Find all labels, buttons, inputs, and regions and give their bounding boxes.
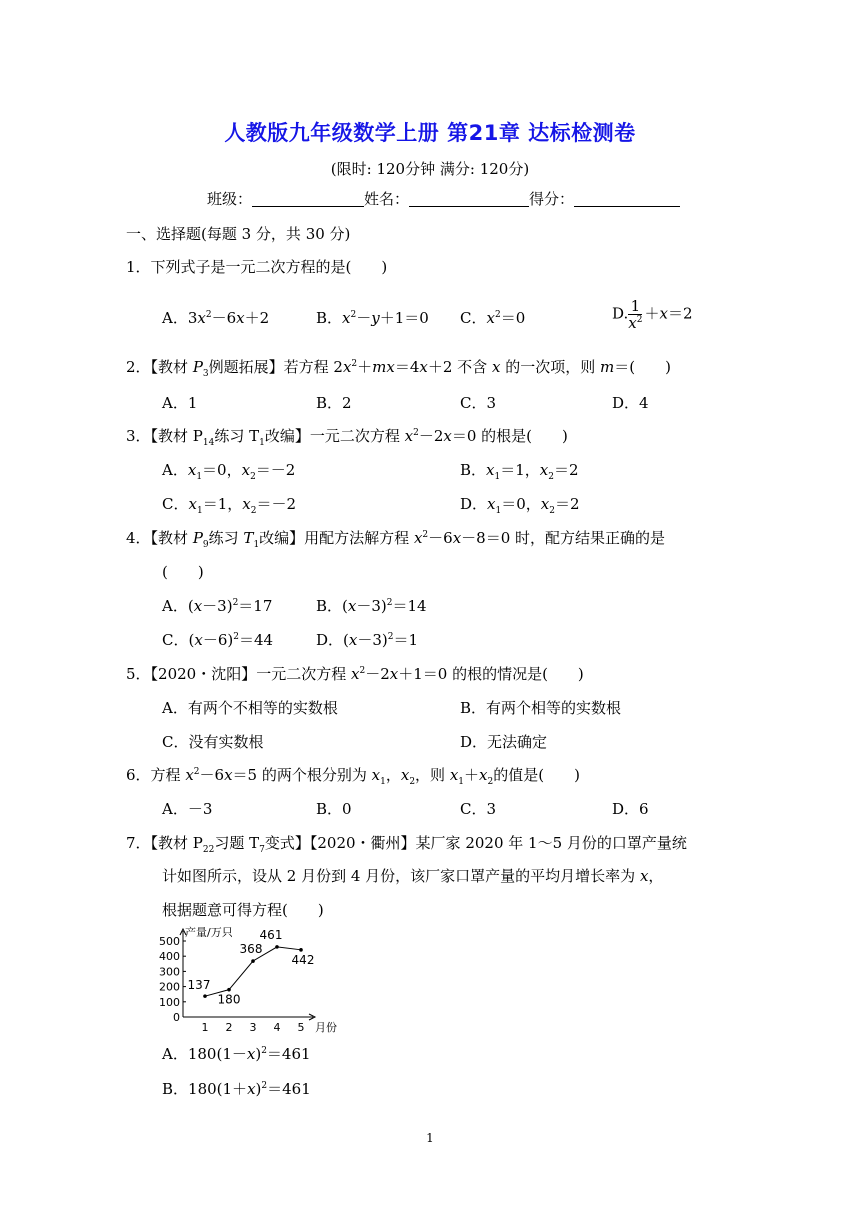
question-6-stem: 6．方程 $x^2-6x=5$ 的两个根分别为 $x_1$，$x_2$，则 $x_1+x_2$的值是( ) [126, 766, 580, 787]
q1-option-a: A．$3x^2-6x+2$ [162, 309, 270, 327]
q5-option-d: D．无法确定 [460, 733, 548, 751]
y-tick-label: 0 [173, 1011, 180, 1024]
q4-option-c: C．$(x-6)^2=44$ [162, 631, 274, 649]
score-field[interactable] [574, 190, 680, 207]
y-tick-label: 500 [159, 935, 180, 948]
name-field[interactable] [409, 190, 529, 207]
q7-l1c: 变式】【2020・衢州】某厂家 2020 年 1～5 月份的口罩产量统 [264, 834, 687, 852]
page-number: 1 [426, 1131, 434, 1145]
question-4-bracket: ( ) [162, 563, 204, 581]
score-label: 得分： [529, 190, 575, 208]
production-line-chart [150, 925, 360, 1040]
class-field[interactable] [252, 190, 364, 207]
q3-option-d: D．$x_1=0$，$x_2=2$ [460, 495, 580, 516]
q1-c-tail: ＝0 [500, 309, 526, 327]
q2-option-c: C．3 [460, 394, 497, 412]
q1-option-b: B．$x^2-y+1=0$ [316, 309, 429, 327]
x-tick-label: 3 [249, 1021, 257, 1034]
section-heading: 一、选择题(每题 3 分，共 30 分) [126, 225, 351, 243]
question-7-line1: 7．【教材 $P_{22}$习题 $T_7$变式】【2020・衢州】某厂家 2020 年 1～5 月份的口罩产量统 [126, 834, 687, 855]
name-label: 姓名： [364, 190, 410, 208]
q5-option-a: A．有两个不相等的实数根 [162, 699, 338, 717]
q7-option-a: A．$180(1-x)^2=461$ [162, 1045, 311, 1063]
q6-option-c: C．3 [460, 800, 497, 818]
class-label: 班级： [207, 190, 253, 208]
q1-c-label: C． [460, 309, 487, 327]
y-tick-label: 300 [159, 965, 180, 979]
q7-l1a: 7．【教材 P [126, 834, 203, 852]
q5-option-c: C．没有实数根 [162, 733, 264, 751]
question-4-stem: 4．【教材 $P_9$练习 $T_1$改编】用配方法解方程 $x^2-6x-8=0$ 时，配方结果正确的是 [126, 529, 666, 550]
q5-option-b: B．有两个相等的实数根 [460, 699, 622, 717]
q3-option-a: A．$x_1=0$，$x_2=-2$ [162, 461, 296, 482]
data-label: 442 [291, 952, 315, 967]
y-axis-label: 产量/万只 [185, 926, 233, 939]
q4-option-a: A．$(x-3)^2=17$ [162, 597, 273, 615]
data-label: 461 [259, 927, 283, 942]
data-point [251, 959, 255, 963]
q1-option-c: C．$x^2=0$ [460, 309, 526, 327]
question-7-line2: 计如图所示，设从 2 月份到 4 月份，该厂家口罩产量的平均月增长率为 x， [162, 867, 664, 885]
info-line [207, 189, 680, 209]
question-7-line3: 根据题意可得方程( ) [162, 901, 324, 919]
question-3-stem: 3．【教材 $P_{14}$练习 $T_1$改编】一元二次方程 $x^2-2x=0$ 的根是( ) [126, 427, 568, 448]
q4-option-b: B．$(x-3)^2=14$ [316, 597, 427, 615]
y-tick-label: 400 [159, 950, 180, 964]
q6-option-b: B．0 [316, 800, 352, 818]
data-point [203, 994, 207, 998]
x-tick-label: 2 [225, 1021, 233, 1034]
exam-subtitle: (限时: 120分钟 满分: 120分) [330, 160, 530, 178]
q3-option-c: C．$x_1=1$，$x_2=-2$ [162, 495, 296, 516]
x-tick-label: 4 [273, 1021, 281, 1034]
q2-option-b: B．2 [316, 394, 352, 412]
q7-option-b: B．$180(1+x)^2=461$ [162, 1080, 311, 1098]
x-tick-label: 1 [201, 1021, 209, 1034]
q2-option-a: A．1 [162, 394, 198, 412]
q7-l1b: 习题 T [214, 834, 260, 852]
q4-option-d: D．$(x-3)^2=1$ [316, 631, 419, 649]
q7-l2: 计如图所示，设从 2 月份到 4 月份，该厂家口罩产量的平均月增长率为 [162, 867, 640, 885]
question-5-stem: 5．【2020・沈阳】一元二次方程 $x^2-2x+1=0$ 的根的情况是( ) [126, 665, 584, 683]
q2-option-d: D．4 [612, 394, 649, 412]
page-title: 人教版九年级数学上册 第21章 达标检测卷 [224, 121, 636, 145]
q6-option-a: A．－3 [162, 800, 213, 818]
data-point [275, 945, 279, 949]
x-axis-label: 月份 [315, 1021, 337, 1034]
y-tick-label: 100 [159, 995, 180, 1009]
data-point [227, 988, 231, 992]
q5-prefix: 5．【2020・沈阳】一元二次方程 [126, 665, 351, 683]
data-label: 137 [187, 978, 211, 993]
data-label: 180 [217, 992, 241, 1007]
data-point [299, 948, 303, 952]
q1-option-d: D. $\frac{1}{x^2}$ ＋x＝2 [612, 297, 693, 332]
q3-option-b: B．$x_1=1$，$x_2=2$ [460, 461, 579, 482]
x-tick-label: 5 [297, 1021, 305, 1034]
q6-option-d: D．6 [612, 800, 649, 818]
question-1-stem: 1．下列式子是一元二次方程的是( ) [126, 258, 388, 276]
y-tick-label: 200 [159, 980, 180, 994]
question-2-stem: 2．【教材 $P_3$例题拓展】若方程 $2x^2+mx=4x+2$ 不含 x 的一次项，则 m＝( ) [126, 358, 671, 379]
data-label: 368 [239, 942, 263, 957]
